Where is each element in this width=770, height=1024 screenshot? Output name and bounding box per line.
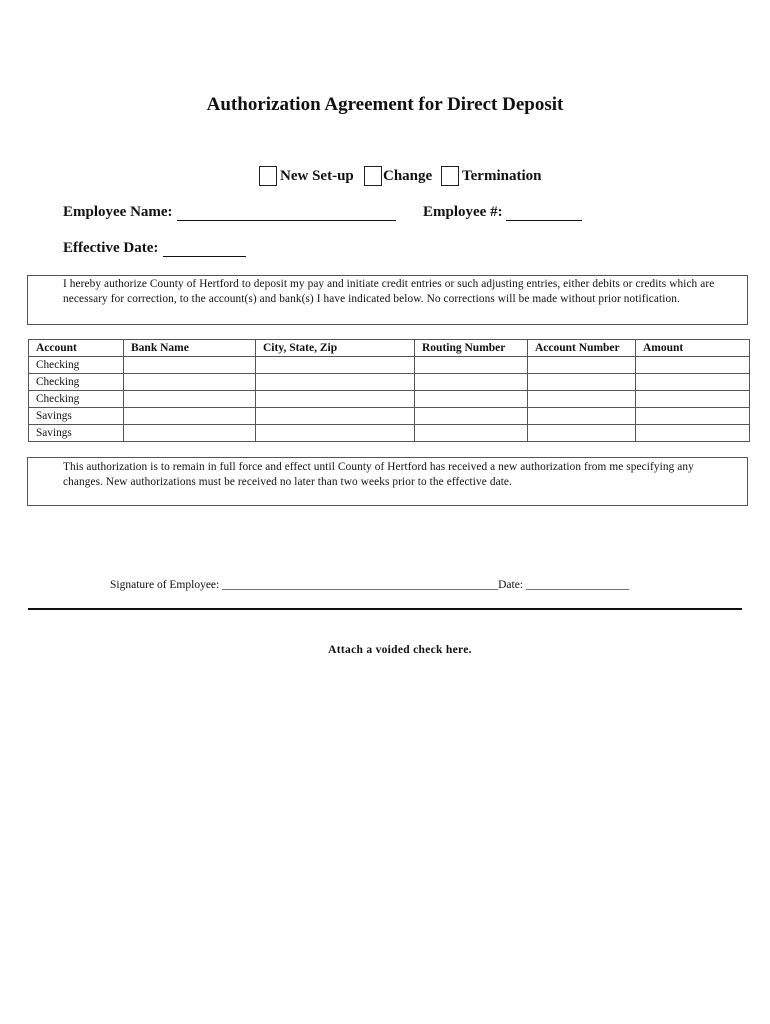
amount-cell[interactable]: [636, 425, 750, 442]
bank-name-cell[interactable]: [124, 425, 256, 442]
amount-cell[interactable]: [636, 408, 750, 425]
option-change[interactable]: [364, 165, 432, 187]
validity-paragraph: [27, 457, 748, 506]
bank-name-cell[interactable]: [124, 374, 256, 391]
account-number-cell[interactable]: [528, 391, 636, 408]
effective-date-label: Effective Date:: [63, 240, 159, 256]
header-account-number: Account Number: [528, 340, 636, 357]
amount-cell[interactable]: [636, 374, 750, 391]
termination-checkbox[interactable]: [441, 166, 459, 186]
employee-number-field[interactable]: [506, 205, 582, 221]
city-state-zip-cell[interactable]: [256, 357, 415, 374]
header-routing-number: Routing Number: [415, 340, 528, 357]
termination-label: Termination: [462, 167, 542, 184]
account-type-cell: Checking: [29, 357, 124, 374]
routing-number-cell[interactable]: [415, 408, 528, 425]
city-state-zip-cell[interactable]: [256, 408, 415, 425]
account-number-cell[interactable]: [528, 374, 636, 391]
validity-text: This authorization is to remain in full force and effect until County of Hertford has received a new authorization from me specifying any changes. New authorizations must be received no later than two weeks prior to the effective date.: [63, 461, 694, 488]
employee-name-field[interactable]: [177, 205, 396, 221]
bank-name-cell[interactable]: [124, 391, 256, 408]
date-label: Date: __________________: [498, 579, 630, 591]
new-setup-label: New Set-up: [280, 167, 354, 184]
signature-label: Signature of Employee: ________________________________________________: [110, 579, 499, 591]
table-row: [29, 391, 750, 408]
routing-number-cell[interactable]: [415, 374, 528, 391]
table-row: [29, 425, 750, 442]
bank-name-cell[interactable]: [124, 357, 256, 374]
account-number-cell[interactable]: [528, 408, 636, 425]
account-table: [28, 339, 750, 442]
option-termination[interactable]: [441, 165, 541, 187]
city-state-zip-cell[interactable]: [256, 374, 415, 391]
authorization-text: I hereby authorize County of Hertford to deposit my pay and initiate credit entries or such adjusting entries, either debits or credits which are necessary for correction, to the account(s) and bank(s) I have indicated below. No corrections will be made without prior notification.: [63, 278, 715, 305]
header-amount: Amount: [636, 340, 750, 357]
new-setup-checkbox[interactable]: [259, 166, 277, 186]
header-account: Account: [29, 340, 124, 357]
routing-number-cell[interactable]: [415, 425, 528, 442]
option-new-setup[interactable]: [259, 165, 354, 187]
table-header-row: [29, 340, 750, 357]
account-number-cell[interactable]: [528, 425, 636, 442]
amount-cell[interactable]: [636, 391, 750, 408]
document-title: Authorization Agreement for Direct Deposit: [206, 94, 564, 115]
effective-date-field[interactable]: [163, 241, 246, 257]
account-type-cell: Checking: [29, 374, 124, 391]
account-type-cell: Savings: [29, 425, 124, 442]
header-bank-name: Bank Name: [124, 340, 256, 357]
table-row: [29, 357, 750, 374]
change-checkbox[interactable]: [364, 166, 382, 186]
account-number-cell[interactable]: [528, 357, 636, 374]
routing-number-cell[interactable]: [415, 391, 528, 408]
employee-name-label: Employee Name:: [63, 204, 173, 220]
divider-line: [28, 608, 742, 610]
table-row: [29, 408, 750, 425]
city-state-zip-cell[interactable]: [256, 391, 415, 408]
amount-cell[interactable]: [636, 357, 750, 374]
employee-number-label: Employee #:: [423, 204, 503, 220]
account-type-cell: Checking: [29, 391, 124, 408]
bank-name-cell[interactable]: [124, 408, 256, 425]
attach-check-note: Attach a voided check here.: [328, 644, 472, 656]
account-type-cell: Savings: [29, 408, 124, 425]
header-city-state-zip: City, State, Zip: [256, 340, 415, 357]
change-label: Change: [383, 167, 433, 184]
signature-line[interactable]: [110, 579, 629, 591]
table-row: [29, 374, 750, 391]
city-state-zip-cell[interactable]: [256, 425, 415, 442]
authorization-paragraph: [27, 275, 748, 325]
routing-number-cell[interactable]: [415, 357, 528, 374]
